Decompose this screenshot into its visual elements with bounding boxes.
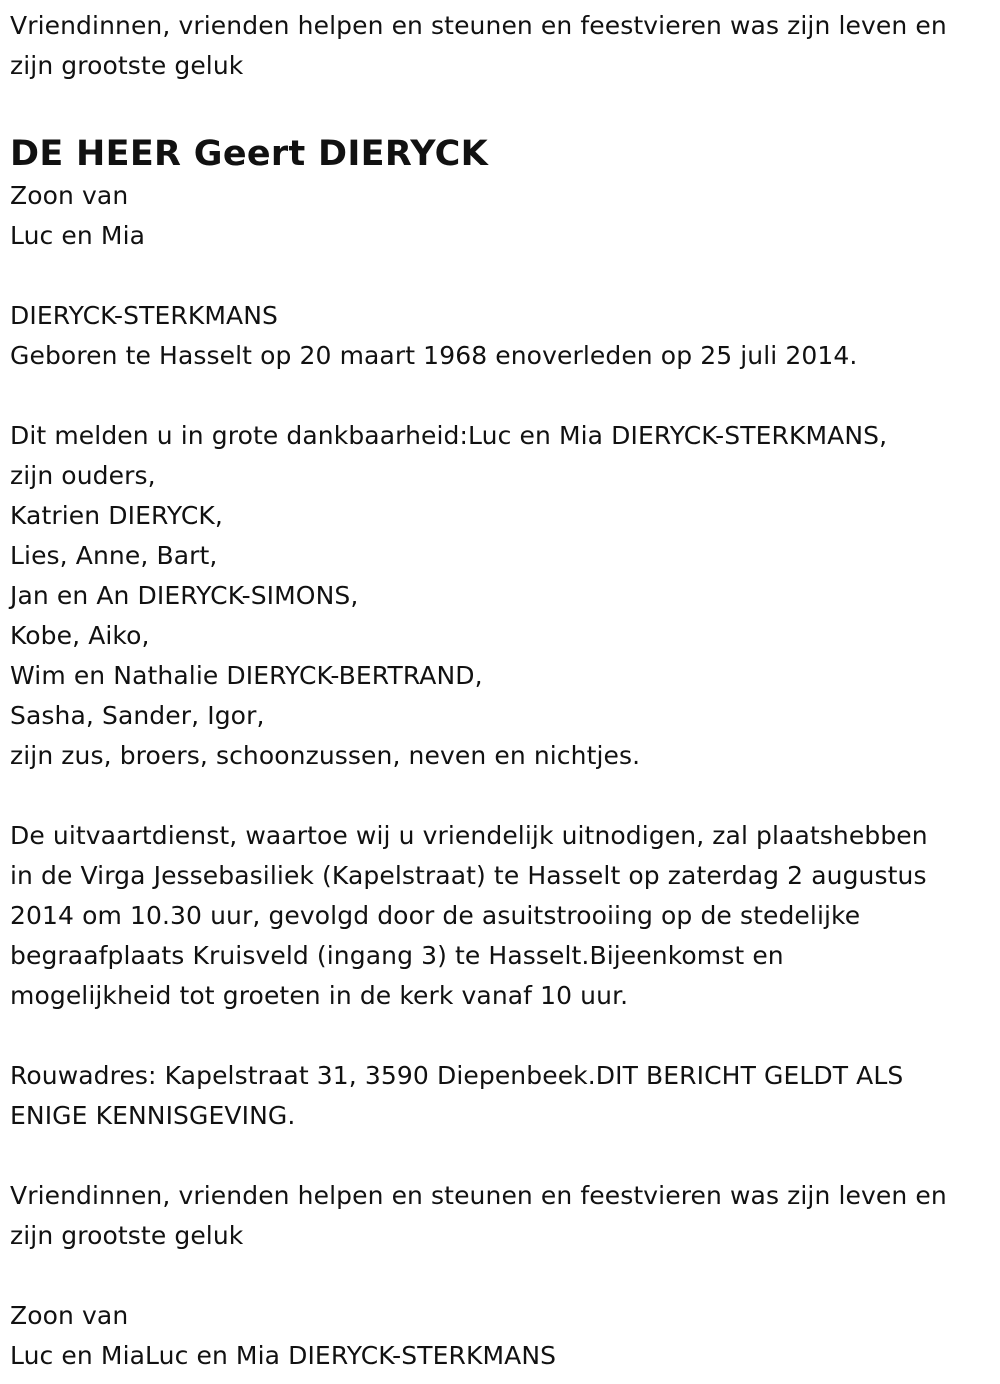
- closing-paragraph: [10, 1176, 995, 1256]
- closing-line: zijn grootste geluk: [10, 1221, 244, 1250]
- address-line: Rouwadres: Kapelstraat 31, 3590 Diepenbeek.DIT BERICHT GELDT ALS: [10, 1061, 904, 1090]
- family-line: Jan en An DIERYCK-SIMONS,: [10, 581, 359, 610]
- spacer: [10, 776, 995, 816]
- deceased-name-heading: DE HEER Geert DIERYCK: [10, 134, 488, 174]
- son-of-line: Zoon van: [10, 181, 129, 210]
- spacer: [10, 1016, 995, 1056]
- footer-block: [10, 1296, 995, 1376]
- family-line: Lies, Anne, Bart,: [10, 541, 218, 570]
- spacer: [10, 256, 995, 296]
- family-name-line: DIERYCK-STERKMANS: [10, 301, 278, 330]
- footer-line: Zoon van: [10, 1301, 129, 1330]
- spacer: [10, 1256, 995, 1296]
- service-line: in de Virga Jessebasiliek (Kapelstraat) te Hasselt op zaterdag 2 augustus: [10, 861, 927, 890]
- service-line: De uitvaartdienst, waartoe wij u vriendelijk uitnodigen, zal plaatshebben: [10, 821, 928, 850]
- son-of-block: [10, 176, 995, 256]
- family-line: Katrien DIERYCK,: [10, 501, 223, 530]
- family-announcement: [10, 416, 995, 776]
- birth-block: [10, 296, 995, 376]
- closing-line: Vriendinnen, vrienden helpen en steunen en feestvieren was zijn leven en: [10, 1181, 947, 1210]
- address-line: ENIGE KENNISGEVING.: [10, 1101, 296, 1130]
- family-line: zijn zus, broers, schoonzussen, neven en nichtjes.: [10, 741, 641, 770]
- obituary-document: [10, 6, 995, 1376]
- footer-line: Luc en MiaLuc en Mia DIERYCK-STERKMANS: [10, 1341, 557, 1370]
- funeral-service-paragraph: [10, 816, 995, 1016]
- intro-line: zijn grootste geluk: [10, 51, 244, 80]
- service-line: 2014 om 10.30 uur, gevolgd door de asuitstrooiing op de stedelijke: [10, 901, 861, 930]
- spacer: [10, 86, 995, 126]
- birth-death-line: Geboren te Hasselt op 20 maart 1968 enoverleden op 25 juli 2014.: [10, 341, 858, 370]
- condolence-address: [10, 1056, 995, 1136]
- service-line: begraafplaats Kruisveld (ingang 3) te Hasselt.Bijeenkomst en: [10, 941, 784, 970]
- service-line: mogelijkheid tot groeten in de kerk vanaf 10 uur.: [10, 981, 629, 1010]
- spacer: [10, 376, 995, 416]
- intro-line: Vriendinnen, vrienden helpen en steunen en feestvieren was zijn leven en: [10, 11, 947, 40]
- family-line: zijn ouders,: [10, 461, 156, 490]
- family-line: Kobe, Aiko,: [10, 621, 150, 650]
- family-line: Dit melden u in grote dankbaarheid:Luc en Mia DIERYCK-STERKMANS,: [10, 421, 888, 450]
- parents-line: Luc en Mia: [10, 221, 146, 250]
- spacer: [10, 1136, 995, 1176]
- intro-paragraph: [10, 6, 995, 86]
- family-line: Sasha, Sander, Igor,: [10, 701, 265, 730]
- family-line: Wim en Nathalie DIERYCK-BERTRAND,: [10, 661, 483, 690]
